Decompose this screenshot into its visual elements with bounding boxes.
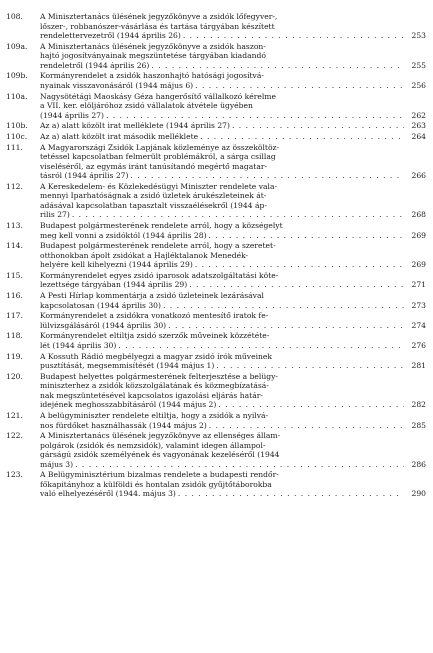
toc-entry (6, 271, 426, 290)
entry-title (40, 291, 426, 310)
toc-entry (6, 352, 426, 371)
title-line: főkapitányhoz a külföldi és hontalan zsidók gyűjtőtáborokba (40, 479, 272, 489)
entry-number: 109b. (6, 71, 28, 81)
entry-title (40, 71, 426, 90)
title-line-text: május 3) (40, 459, 74, 469)
title-line-text: nos fürdőket használhassák (1944 május 2) (40, 420, 207, 430)
title-line (40, 301, 426, 311)
entry-title (40, 42, 426, 71)
title-line: adásával kapcsolatban tapasztalt visszaélésekről (1944 áp- (40, 200, 267, 210)
title-line: nak megszüntetésével kapcsolatos igazolási eljárás határ- (40, 390, 263, 400)
dot-leader (193, 81, 404, 91)
dot-leader (181, 31, 404, 41)
title-line: tetéssel kapcsolatban felmerült problémákról, a sárga csillag (40, 152, 276, 162)
table-of-contents (6, 12, 426, 500)
title-line-text: rendelettervezetről (1944 április 26) (40, 31, 181, 40)
title-line (40, 460, 426, 470)
title-line: A Magyarországi Zsidók Lapjának közleménye az összeköltöz- (40, 142, 280, 152)
page-number: 271 (411, 280, 426, 290)
dot-leader (176, 489, 404, 499)
title-line (40, 260, 426, 270)
title-line: Budapest helyettes polgármesterének felterjesztése a belügy- (40, 371, 278, 381)
page-number: 264 (411, 131, 426, 141)
title-line (40, 280, 426, 290)
toc-entry (6, 182, 426, 220)
title-line-text: való elhelyezéséről (1944. május 3) (40, 489, 176, 499)
entry-title (40, 271, 426, 290)
title-line-text: lezettsége tárgyában (1944 április 29) (40, 280, 188, 290)
title-line: otthonokban ápolt zsidókat a Hajléktalanok Menedék- (40, 250, 249, 260)
entry-title (40, 372, 426, 410)
title-line (40, 400, 426, 410)
title-line (40, 421, 426, 431)
title-line-text: lét (1944 április 30) (40, 340, 117, 350)
title-line: A Pesti Hírlap kommentárja a zsidó üzleteinek lezárásával (40, 291, 264, 301)
entry-number: 115. (6, 270, 23, 280)
dot-leader (149, 61, 404, 71)
title-line-text: helyére kell kihelyezni (1944 április 29) (40, 260, 193, 270)
page-number: 266 (411, 171, 426, 181)
toc-entry (6, 311, 426, 330)
title-line (40, 361, 426, 371)
entry-number: 122. (6, 431, 23, 441)
entry-number: 119. (6, 351, 23, 361)
page-number: 286 (411, 459, 426, 469)
title-line (40, 132, 426, 142)
entry-number: 118. (6, 331, 23, 341)
dot-leader (73, 460, 404, 470)
toc-entry (6, 12, 426, 41)
title-line-text: tásról (1944 április 27) (40, 171, 129, 181)
dot-leader (214, 361, 404, 371)
dot-leader (207, 421, 404, 431)
title-line: gárságú zsidók személyének és vagyonának kezeléséről (1944 (40, 450, 280, 460)
title-line: A Kereskedelem- és Közlekedésügyi Miniszter rendelete vala- (40, 181, 278, 191)
page-number: 262 (411, 110, 426, 120)
toc-entry (6, 221, 426, 240)
title-line: Kormányrendelet a zsidókra vonatkozó mentesítő iratok fe- (40, 311, 269, 321)
title-line-text: (1944 április 27) (40, 110, 104, 120)
toc-entry (6, 241, 426, 270)
entry-number: 108. (6, 12, 23, 21)
dot-leader (166, 321, 404, 331)
title-line-text: pusztítását, megsemmisítését (1944 május 1) (40, 361, 215, 371)
page-number: 253 (411, 31, 426, 40)
page-number: 273 (411, 300, 426, 310)
title-line: A Minisztertanács ülésének jegyzőkönyve a zsidók haszon- (40, 41, 266, 51)
dot-leader (70, 210, 404, 220)
title-line-text: rilis 27) (40, 210, 70, 220)
title-line: Kormányrendelet egyes zsidó iparosok adatszolgáltatási köte- (40, 270, 279, 280)
title-line: a VII. ker. elöljáróhoz zsidó vállalatok átvétele ügyében (40, 101, 253, 111)
page-number: 256 (411, 80, 426, 90)
title-line: A Kossuth Rádió megbélyegzi a magyar zsidó írók műveinek (40, 351, 273, 361)
page-number: 269 (411, 260, 426, 270)
page-number: 255 (411, 60, 426, 70)
entry-title (40, 470, 426, 499)
title-line-text: Az a) alatt közölt irat második melléklete (40, 131, 199, 141)
entry-number: 110a. (6, 91, 28, 101)
toc-entry (6, 71, 426, 90)
entry-number: 117. (6, 311, 23, 321)
entry-number: 112. (6, 181, 23, 191)
entry-title (40, 411, 426, 430)
page-number: 282 (411, 400, 426, 410)
entry-title (40, 182, 426, 220)
entry-number: 120. (6, 371, 23, 381)
title-line: Kormányrendelet a zsidók haszonhajtó hatósági jogosítvá- (40, 71, 264, 81)
toc-entry (6, 411, 426, 430)
page-number: 274 (411, 320, 426, 330)
entry-number: 110c. (6, 131, 28, 141)
page-number: 263 (411, 121, 426, 131)
toc-entry (6, 132, 426, 142)
toc-entry (6, 291, 426, 310)
dot-leader (187, 280, 404, 290)
entry-title (40, 12, 426, 41)
title-line-text: nyainak visszavonásáról (1944 május 6) (40, 80, 194, 90)
entry-number: 111. (6, 142, 23, 152)
title-line: miniszterhez a zsidók közszolgálatának és közmegbízatásá- (40, 381, 269, 391)
toc-entry (6, 42, 426, 71)
toc-entry (6, 431, 426, 469)
page-number: 269 (411, 230, 426, 240)
title-line (40, 121, 426, 131)
toc-entry (6, 143, 426, 181)
title-line: polgárok (zsidók és nemzsidók), valamint idegen állampol- (40, 440, 266, 450)
title-line: A Minisztertanács ülésének jegyzőkönyve a zsidók lőfegyver-, (40, 12, 278, 21)
toc-entry (6, 121, 426, 131)
title-line-text: meg kell vonni a zsidóktól (1944 április 28) (40, 230, 207, 240)
title-line (40, 321, 426, 331)
dot-leader (193, 260, 404, 270)
entry-title (40, 132, 426, 142)
title-line-text: lülvizsgálásáról (1944 április 30) (40, 320, 167, 330)
title-line (40, 81, 426, 91)
dot-leader (161, 301, 404, 311)
page-number: 268 (411, 210, 426, 220)
entry-number: 123. (6, 470, 23, 480)
title-line: Kormányrendelet eltiltja zsidó szerzők műveinek közzététe- (40, 331, 270, 341)
entry-title (40, 431, 426, 469)
title-line (40, 171, 426, 181)
page-number: 281 (411, 361, 426, 371)
page-number: 285 (411, 420, 426, 430)
toc-entry (6, 470, 426, 499)
entry-title (40, 221, 426, 240)
title-line: A belügyminiszter rendelete eltiltja, hogy a zsidók a nyilvá- (40, 411, 269, 420)
toc-entry (6, 331, 426, 350)
toc-entry (6, 372, 426, 410)
title-line: Nagysötétági Maoskásy Géza hangerősítő vállalkozó kérelme (40, 91, 276, 101)
title-line (40, 31, 426, 41)
title-line: Budapest polgármesterének rendelete arról, hogy a szeretet- (40, 241, 276, 251)
entry-title (40, 143, 426, 181)
dot-leader (216, 400, 404, 410)
dot-leader (128, 171, 404, 181)
title-line: viseléséről, az egymás iránt tanúsítandó megértő magatar- (40, 161, 268, 171)
entry-number: 114. (6, 241, 23, 251)
dot-leader (116, 341, 404, 351)
entry-title (40, 331, 426, 350)
title-line-text: rendeletről (1944 április 26) (40, 60, 150, 70)
entry-title (40, 311, 426, 330)
entry-number: 110b. (6, 121, 28, 131)
entry-title (40, 92, 426, 121)
title-line (40, 210, 426, 220)
title-line (40, 231, 426, 241)
title-line: mennyi Iparhatóságnak a zsidó üzletek árukészleteinek át- (40, 191, 267, 201)
title-line-text: Az a) alatt közölt irat melléklete (1944 április 27) (40, 121, 230, 131)
title-line (40, 61, 426, 71)
entry-title (40, 121, 426, 131)
title-line-text: kapcsolatosan (1944 április 30) (40, 300, 161, 310)
title-line: A Minisztertanács ülésének jegyzőkönyve az ellenséges állam- (40, 431, 281, 441)
entry-number: 113. (6, 221, 23, 230)
dot-leader (198, 132, 404, 142)
title-line (40, 111, 426, 121)
entry-title (40, 241, 426, 270)
dot-leader (104, 111, 404, 121)
title-line: hajtó jogosítványainak megszüntetése tárgyában kiadandó (40, 51, 266, 61)
entry-number: 121. (6, 411, 23, 420)
title-line: Budapest polgármesterének rendelete arról, hogy a községelyt (40, 221, 283, 230)
title-line (40, 341, 426, 351)
page-number: 276 (411, 340, 426, 350)
dot-leader (207, 231, 404, 241)
title-line: A Belügyminisztérium bizalmas rendelete a budapesti rendőr- (40, 470, 279, 480)
title-line (40, 489, 426, 499)
entry-number: 109a. (6, 41, 28, 51)
toc-entry (6, 92, 426, 121)
entry-number: 116. (6, 291, 23, 301)
page-number: 290 (411, 489, 426, 499)
title-line: lőszer-, robbanószer-vásárlása és tartása tárgyában készített (40, 21, 275, 31)
dot-leader (230, 121, 404, 131)
entry-title (40, 352, 426, 371)
title-line-text: idejének meghosszabbításáról (1944 május 2) (40, 400, 217, 410)
